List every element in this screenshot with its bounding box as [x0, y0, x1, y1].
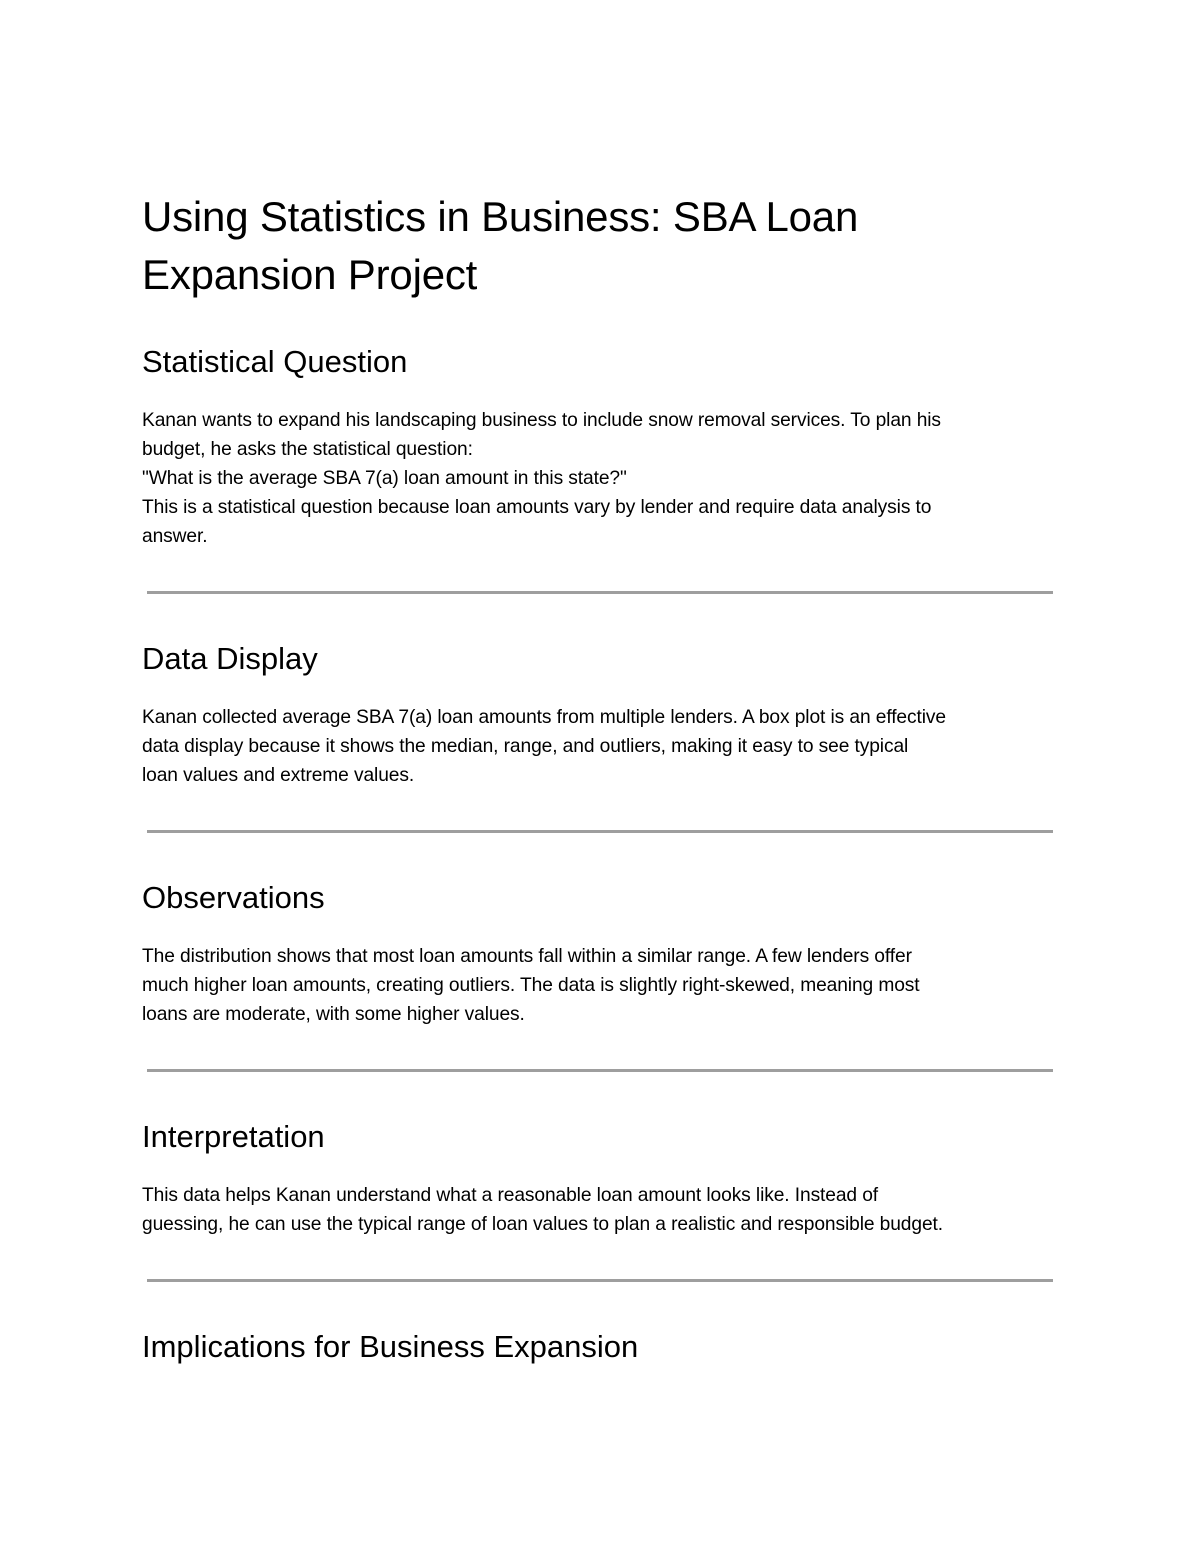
paragraph-line: loans are moderate, with some higher values.: [142, 1004, 525, 1025]
section-divider: [147, 830, 1053, 833]
paragraph-line: guessing, he can use the typical range of loan values to plan a realistic and responsible budget.: [142, 1214, 943, 1235]
title-line: Expansion Project: [142, 251, 478, 298]
section-heading: Implications for Business Expansion: [142, 1329, 639, 1364]
paragraph-line: budget, he asks the statistical question:: [142, 439, 473, 460]
paragraph-line: Kanan collected average SBA 7(a) loan amounts from multiple lenders. A box plot is an effective: [142, 707, 946, 728]
section-data-display: [142, 639, 1062, 790]
section-paragraph: [142, 942, 1062, 1029]
section-paragraph: [142, 703, 1062, 790]
paragraph-line: This is a statistical question because loan amounts vary by lender and require data analysis to: [142, 497, 932, 518]
section-paragraph: [142, 406, 1062, 551]
section-heading: Interpretation: [142, 1119, 325, 1154]
section-divider: [147, 1069, 1053, 1072]
section-observations: [142, 878, 1062, 1029]
paragraph-line: data display because it shows the median, range, and outliers, making it easy to see typical: [142, 736, 909, 757]
paragraph-line: The distribution shows that most loan amounts fall within a similar range. A few lenders offer: [142, 946, 912, 967]
section-heading: Observations: [142, 880, 325, 915]
document-content: [142, 188, 1062, 1367]
paragraph-line: This data helps Kanan understand what a reasonable loan amount looks like. Instead of: [142, 1185, 879, 1206]
paragraph-line: Kanan wants to expand his landscaping business to include snow removal services. To plan his: [142, 410, 941, 431]
section-heading: Statistical Question: [142, 344, 408, 379]
section-implications: [142, 1327, 1062, 1367]
title-line: Using Statistics in Business: SBA Loan: [142, 193, 859, 240]
document-title: [142, 188, 1062, 304]
section-divider: [147, 591, 1053, 594]
paragraph-line: "What is the average SBA 7(a) loan amount in this state?": [142, 468, 627, 489]
section-divider: [147, 1279, 1053, 1282]
paragraph-line: much higher loan amounts, creating outliers. The data is slightly right-skewed, meaning most: [142, 975, 920, 996]
section-statistical-question: [142, 342, 1062, 551]
paragraph-line: loan values and extreme values.: [142, 765, 415, 786]
section-interpretation: [142, 1117, 1062, 1239]
section-paragraph: [142, 1181, 1062, 1239]
section-heading: Data Display: [142, 641, 318, 676]
paragraph-line: answer.: [142, 526, 208, 547]
